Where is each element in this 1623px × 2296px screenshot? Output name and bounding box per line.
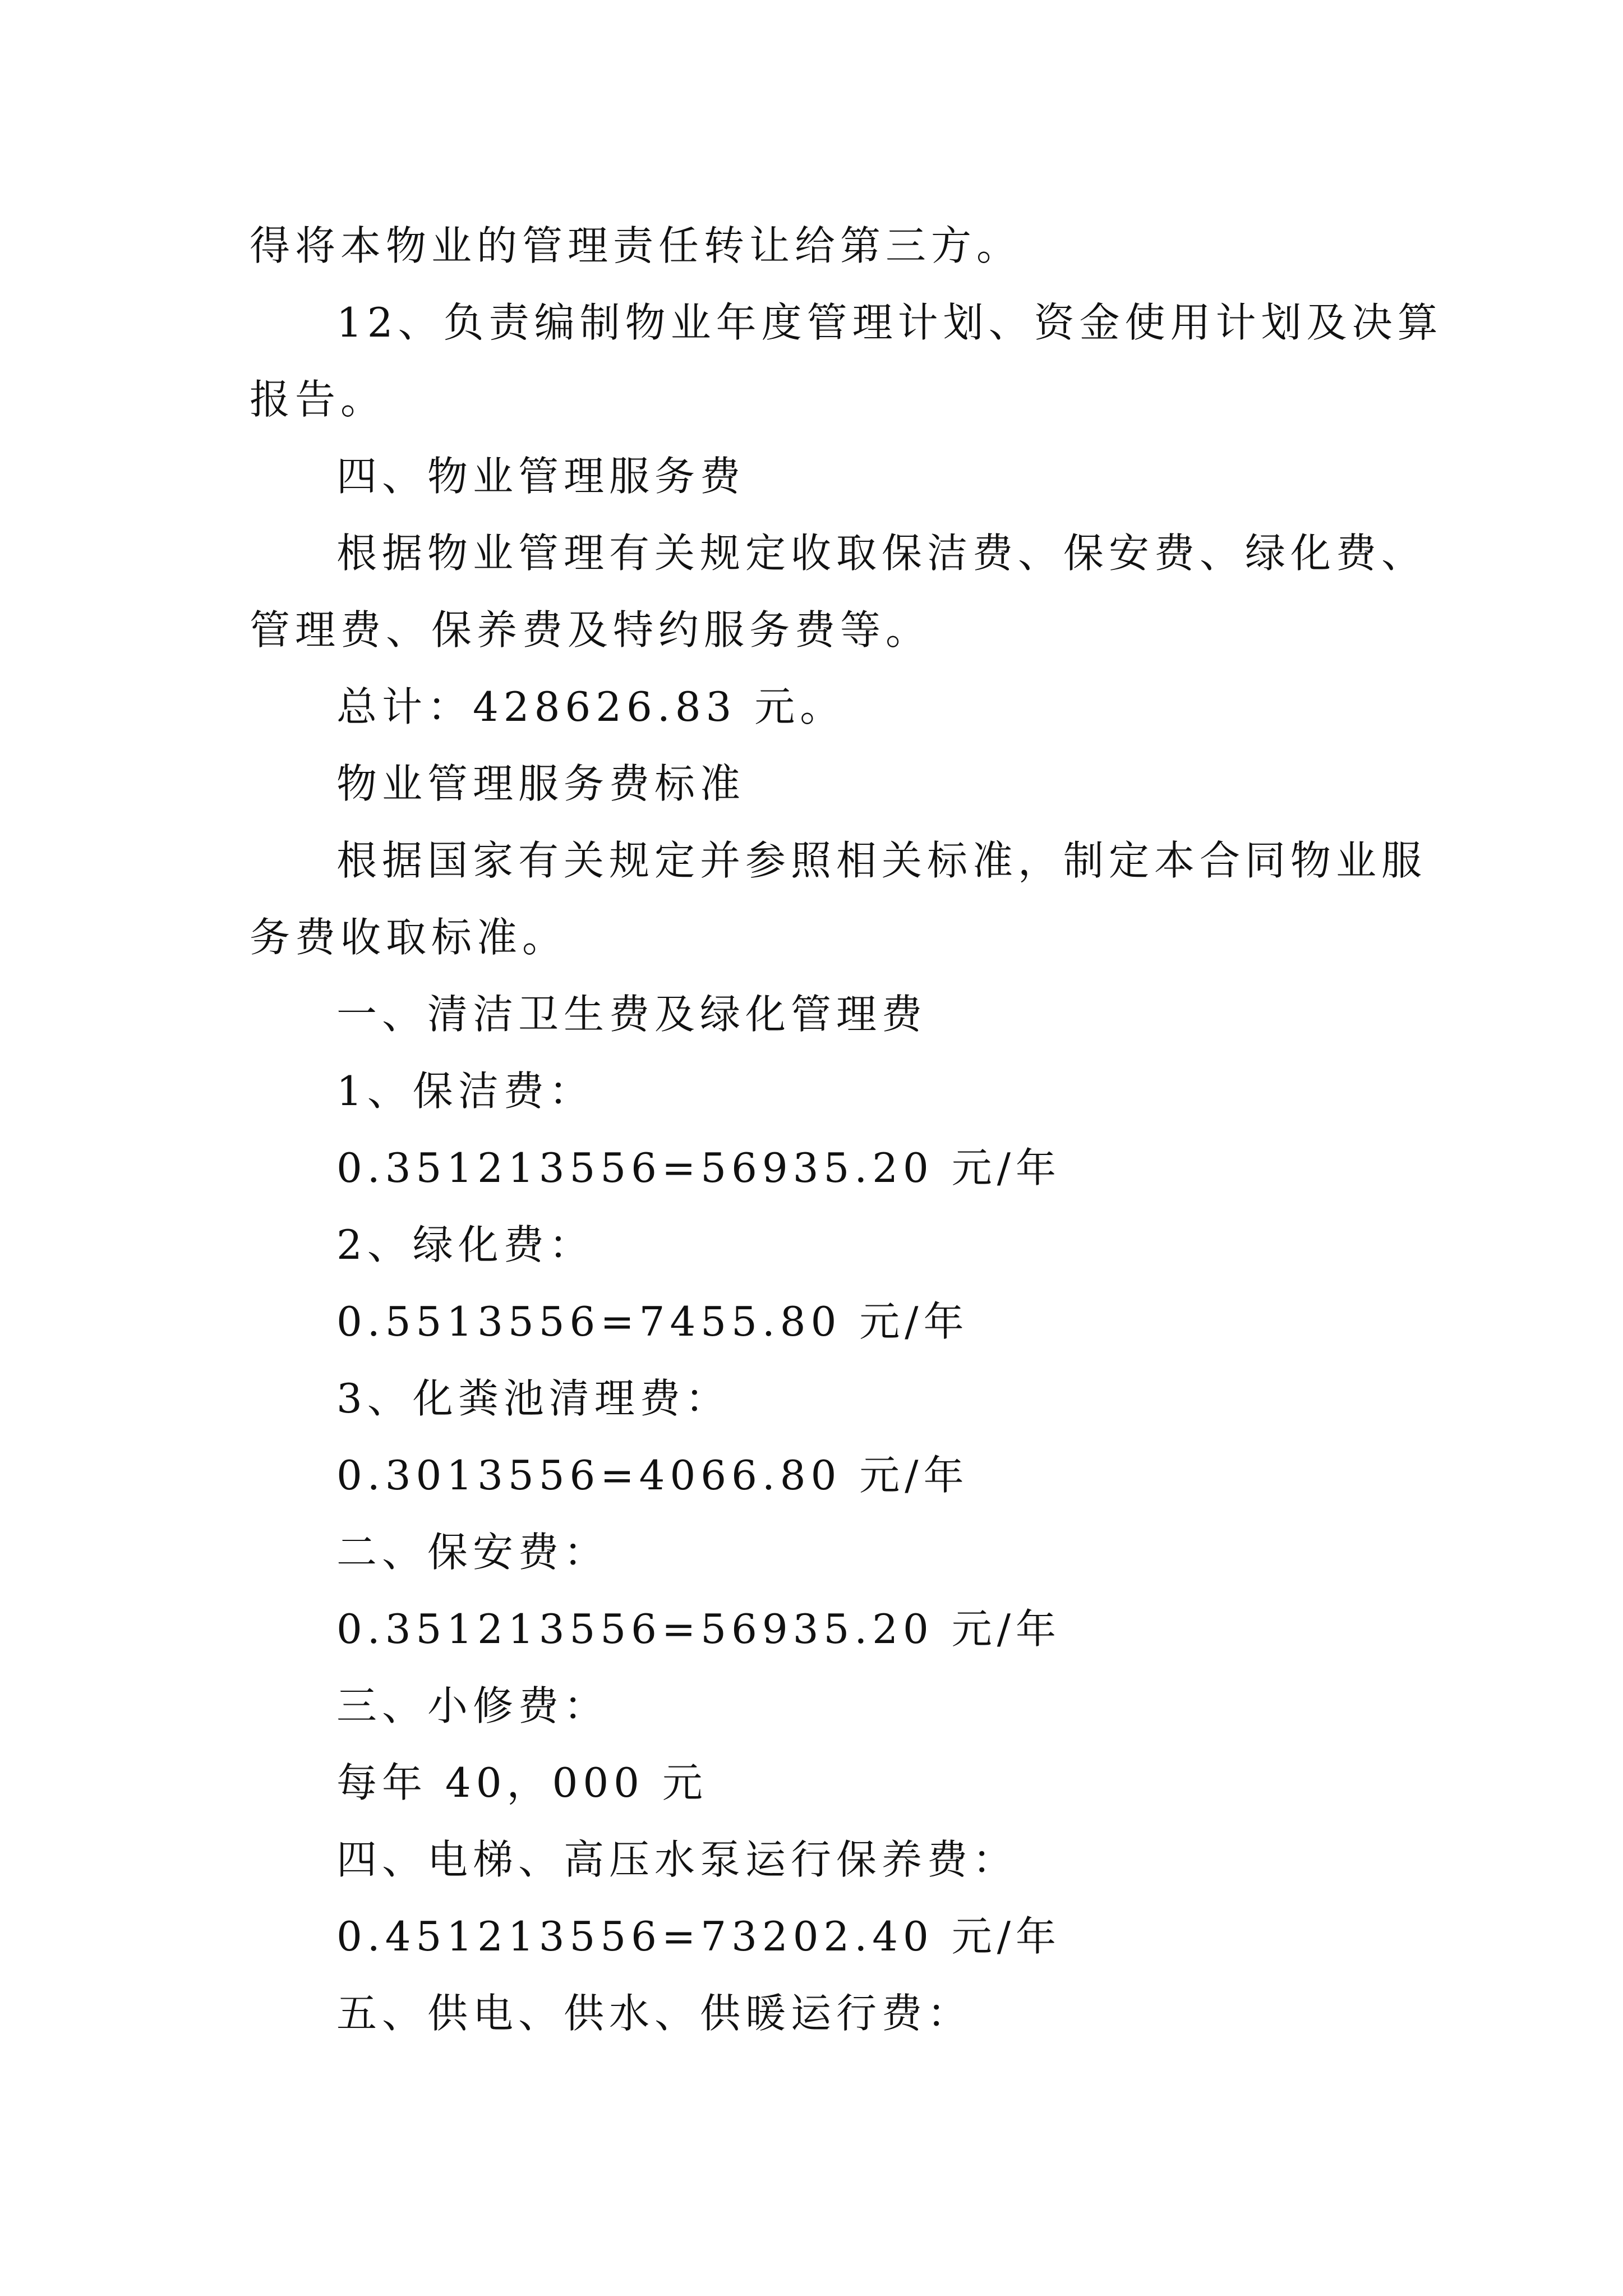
section-heading: 物业管理服务费标准 — [336, 760, 746, 807]
document-body — [250, 208, 1443, 2052]
section-heading: 四、物业管理服务费 — [336, 453, 746, 500]
fee-item-value: 0.351213556=56935.20 元/年 — [336, 1605, 1061, 1653]
section-heading: 四、电梯、高压水泵运行保养费： — [336, 1836, 1018, 1883]
fee-item-value: 0.5513556=7455.80 元/年 — [336, 1298, 969, 1345]
text-line: 根据物业管理有关规定收取保洁费、保安费、绿化费、 — [336, 530, 1427, 577]
fee-item-label: 1、保洁费： — [336, 1068, 594, 1115]
text-line: 报告。 — [250, 376, 386, 423]
section-heading: 五、供电、供水、供暖运行费： — [336, 1990, 973, 2037]
total-line: 总计：428626.83 元。 — [336, 683, 846, 730]
text-line: 管理费、保养费及特约服务费等。 — [250, 606, 932, 654]
section-heading: 一、清洁卫生费及绿化管理费 — [336, 991, 928, 1038]
fee-item-value: 0.3013556=4066.80 元/年 — [336, 1452, 969, 1499]
text-line: 根据国家有关规定并参照相关标准，制定本合同物业服 — [336, 837, 1427, 884]
fee-item-value: 0.351213556=56935.20 元/年 — [336, 1144, 1061, 1191]
section-heading: 二、保安费： — [336, 1529, 610, 1576]
fee-item-value: 每年 40，000 元 — [336, 1759, 708, 1806]
text-line: 12、负责编制物业年度管理计划、资金使用计划及决算 — [336, 299, 1443, 346]
fee-item-label: 2、绿化费： — [336, 1221, 594, 1268]
fee-item-value: 0.451213556=73202.40 元/年 — [336, 1913, 1061, 1960]
section-heading: 三、小修费： — [336, 1682, 610, 1729]
fee-item-label: 3、化粪池清理费： — [336, 1375, 731, 1422]
text-line: 得将本物业的管理责任转让给第三方。 — [250, 222, 1022, 269]
text-line: 务费收取标准。 — [250, 914, 568, 961]
